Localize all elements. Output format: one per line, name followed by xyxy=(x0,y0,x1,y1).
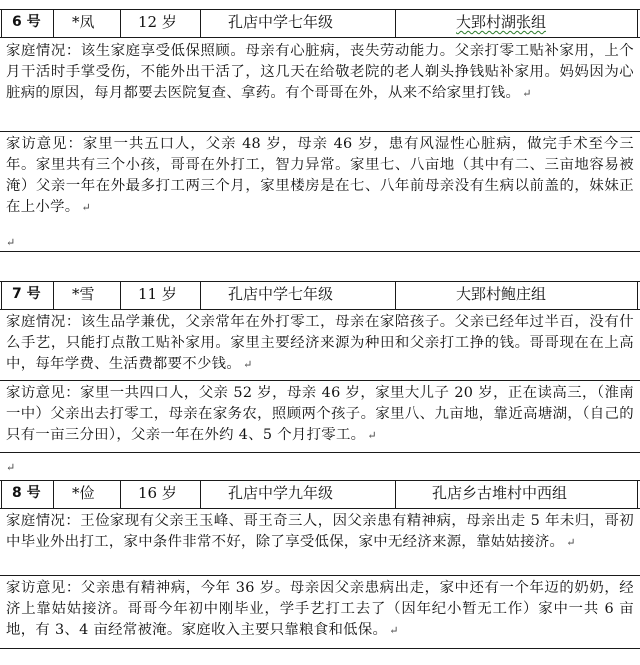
village-group-text: 大郢村湖张组 xyxy=(456,13,547,31)
school-grade: 孔店中学七年级 xyxy=(228,13,334,31)
family-situation-text: 家庭情况：该生家庭享受低保照顾。母亲有心脏病，丧失劳动能力。父亲打零工贴补家用，上个月干活时手掌受伤，不能外出干活了，这几天在给敬老院的老人剃头挣钱贴补家用。妈妈因为心脏病的原因，每月都要去医院复查、拿药。有个哥哥在外，从来不给家里打钱。 xyxy=(6,43,634,101)
table-rule xyxy=(0,9,640,10)
table-rule xyxy=(0,452,640,453)
family-situation-text: 家庭情况：该生品学兼优，父亲常年在外打零工，母亲在家陪孩子。父亲已经年过半百，没有什么手艺，只能打点散工贴补家用。家里主要经济来源为种田和父亲打工挣的钱。哥哥现在在上高中，每年学费、生活费都要不少钱。 xyxy=(6,314,634,372)
table-rule xyxy=(0,508,640,509)
column-rule xyxy=(120,480,121,508)
visit-opinion-text: 家访意见：家里一共四口人，父亲 52 岁，母亲 46 岁，家里大儿子 20 岁，正在读高三，（淮南一中）父亲出去打零工，母亲在家务农，照顾两个孩子。家里八、九亩地，靠近高塘湖，（自己的只有一亩三分田），父亲一年在外约 4、5 个月打零工。 xyxy=(6,385,634,443)
school-grade: 孔店中学九年级 xyxy=(228,484,334,502)
student-age: 11 岁 xyxy=(138,285,177,303)
visit-opinion-text: 家访意见：父亲患有精神病，今年 36 岁。母亲因父亲患病出走，家中还有一个年迈的奶奶，经济上靠姑姑接济。哥哥今年初中刚毕业，学手艺打工去了（因年纪小暂无工作）家中一共 6 亩地，有 3、4 亩经常被淹。家庭收入主要只靠粮食和低保。 xyxy=(6,580,634,638)
visit-opinion xyxy=(6,578,634,641)
column-rule xyxy=(53,480,54,508)
table-rule xyxy=(0,380,640,381)
table-rule xyxy=(0,480,640,481)
column-rule xyxy=(200,281,201,309)
table-rule xyxy=(0,575,640,576)
school-grade: 孔店中学七年级 xyxy=(228,285,334,303)
student-age: 16 岁 xyxy=(138,484,177,502)
table-rule xyxy=(0,37,640,38)
table-rule xyxy=(0,131,640,132)
paragraph-mark: ↵ xyxy=(389,624,399,637)
paragraph-mark: ↵ xyxy=(81,201,91,214)
column-rule xyxy=(200,480,201,508)
column-rule xyxy=(637,9,638,37)
column-rule xyxy=(395,480,396,508)
column-rule xyxy=(120,9,121,37)
visit-opinion-text: 家访意见：家里一共五口人，父亲 48 岁，母亲 46 岁，患有风湿性心脏病，做完手术至今三年。家里共有三个小孩，哥哥在外打工，智力异常。家里七、八亩地（其中有二、三亩地容易被淹）父亲一年在外最多打工两三个月，家里楼房是在七、八年前母亲没有生病以前盖的，妹妹正在上小学。 xyxy=(6,136,634,215)
family-situation xyxy=(6,41,634,104)
column-rule xyxy=(395,9,396,37)
student-name: *俭 xyxy=(72,484,95,502)
column-rule xyxy=(395,281,396,309)
paragraph-mark: ↵ xyxy=(367,429,377,442)
column-rule xyxy=(53,281,54,309)
visit-opinion xyxy=(6,383,634,446)
column-rule xyxy=(53,9,54,37)
column-rule xyxy=(637,281,638,309)
table-rule xyxy=(0,648,640,649)
column-rule xyxy=(120,281,121,309)
village-group: 大郢村鲍庄组 xyxy=(456,285,547,303)
column-rule xyxy=(1,9,2,37)
student-name: *雪 xyxy=(72,285,95,303)
column-rule xyxy=(200,9,201,37)
paragraph-mark: ↵ xyxy=(243,358,253,371)
column-rule xyxy=(1,281,2,309)
paragraph-mark: ↵ xyxy=(6,236,16,249)
student-age: 12 岁 xyxy=(138,13,177,31)
table-rule xyxy=(0,251,640,252)
family-situation xyxy=(6,511,634,553)
record-number: 8 号 xyxy=(12,485,41,501)
table-rule xyxy=(0,281,640,282)
paragraph-mark: ↵ xyxy=(6,461,16,474)
student-name: *凤 xyxy=(72,13,95,31)
record-number: 6 号 xyxy=(12,14,41,30)
column-rule xyxy=(637,480,638,508)
table-rule xyxy=(0,309,640,310)
paragraph-mark: ↵ xyxy=(566,536,576,549)
record-number: 7 号 xyxy=(12,286,41,302)
column-rule xyxy=(1,480,2,508)
family-situation xyxy=(6,312,634,375)
visit-opinion xyxy=(6,134,634,218)
village-group xyxy=(456,14,546,31)
family-situation-text: 家庭情况：王俭家现有父亲王玉峰、哥王奇三人，因父亲患有精神病，母亲出走 5 年未归，哥初中毕业外出打工，家中条件非常不好，除了享受低保，家中无经济来源，靠姑姑接济。 xyxy=(6,513,634,550)
paragraph-mark: ↵ xyxy=(522,87,532,100)
village-group: 孔店乡古堆村中西组 xyxy=(432,484,568,502)
